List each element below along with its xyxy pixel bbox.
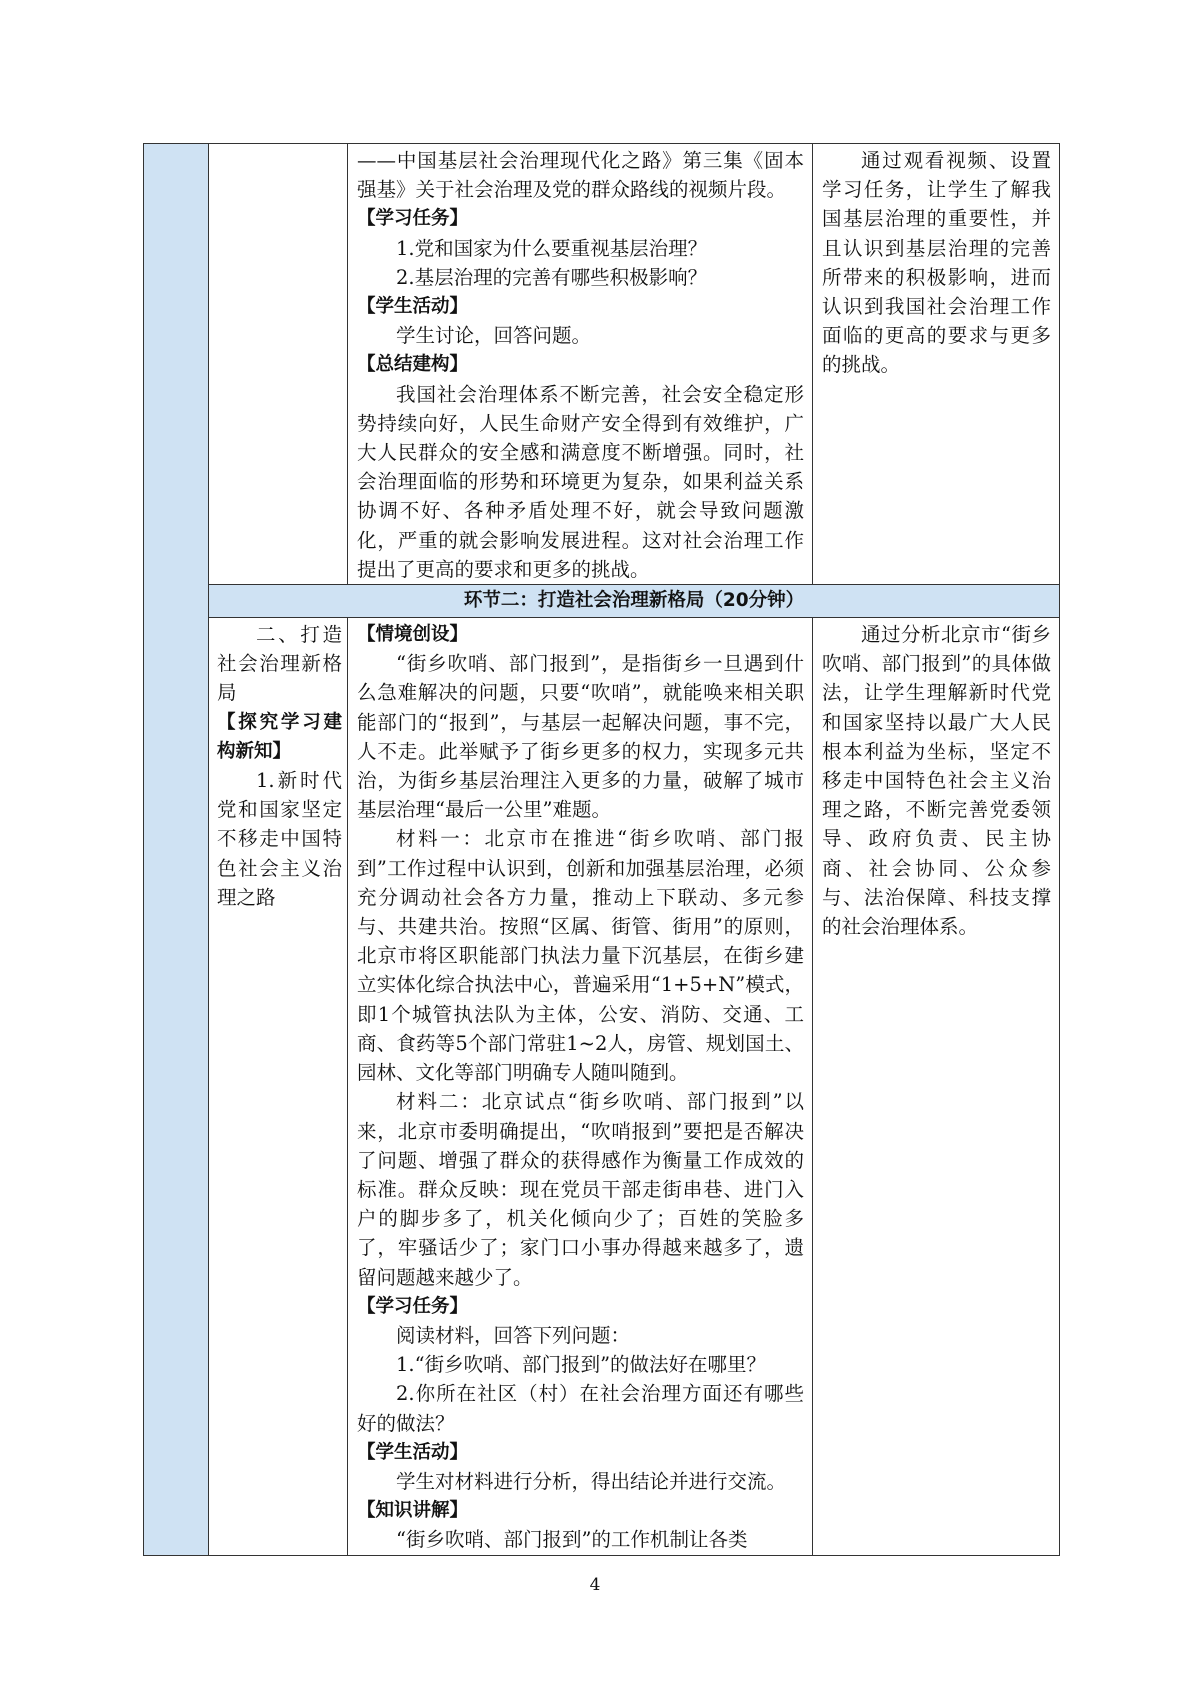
intent-text: 通过观看视频、设置学习任务，让学生了解我国基层治理的重要性，并且认识到基层治理的完善所带来的积极影响，进而认识到我国社会治理工作面临的更高的要求与更多的挑战。	[822, 149, 1051, 377]
paragraph: 2.基层治理的完善有哪些积极影响？	[396, 265, 708, 289]
intent-cell	[813, 144, 1060, 585]
section-title: 环节二：打造社会治理新格局（20分钟）	[209, 585, 1060, 618]
paragraph: 学生对材料进行分析，得出结论并进行交流。	[396, 1469, 787, 1493]
paragraph: “街乡吹哨、部门报到”，是指街乡一旦遇到什么急难解决的问题，只要“吹哨”，就能唤来相关职能部门的“报到”，与基层一起解决问题，事不完，人不走。此举赋予了街乡更多的权力，实现多元共治，为街乡基层治理注入更多的力量，破解了城市基层治理“最后一公里”难题。	[357, 652, 804, 822]
paragraph: 材料一：北京市在推进“街乡吹哨、部门报到”工作过程中认识到，创新和加强基层治理，必须充分调动社会各方力量，推动上下联动、多元参与、共建共治。按照“区属、街管、街用”的原则，北京市将区职能部门执法力量下沉基层，在街乡建立实体化综合执法中心，普遍采用“1+5+N”模式，即1个城管执法队为主体，公安、消防、交通、工商、食药等5个部门常驻1~2人，房管、规划国土、园林、文化等部门明确专人随叫随到。	[357, 827, 804, 1085]
topic-cell	[209, 618, 348, 1556]
paragraph: 2.你所在社区（村）在社会治理方面还有哪些好的做法？	[357, 1382, 804, 1435]
topic-heading: 【探究学习建构新知】	[217, 711, 342, 762]
paragraph: 1.党和国家为什么要重视基层治理？	[396, 236, 708, 260]
section-heading: 【学习任务】	[357, 1295, 469, 1317]
page-number: 4	[589, 1575, 601, 1595]
activity-content	[348, 618, 812, 1555]
intent-cell	[813, 618, 1060, 1556]
section-heading: 【情境创设】	[357, 624, 469, 646]
section-heading: 【学习任务】	[357, 208, 469, 230]
lesson-plan-table	[143, 143, 1060, 1556]
paragraph: 1.“街乡吹哨、部门报到”的做法好在哪里？	[396, 1353, 767, 1377]
table-row	[144, 144, 1060, 585]
paragraph: ——中国基层社会治理现代化之路》第三集《固本强基》关于社会治理及党的群众路线的视频片段。	[357, 149, 804, 202]
table-row	[144, 618, 1060, 1556]
topic-point: 1.新时代党和国家坚定不移走中国特色社会主义治理之路	[217, 769, 342, 909]
intent-text: 通过分析北京市“街乡吹哨、部门报到”的具体做法，让学生理解新时代党和国家坚持以最广大人民根本利益为坐标，坚定不移走中国特色社会主义治理之路，不断完善党委领导、政府负责、民主协商、社会协同、公众参与、法治保障、科技支撑的社会治理体系。	[822, 623, 1051, 939]
section-heading: 【学生活动】	[357, 296, 469, 318]
left-margin-cell	[144, 144, 209, 1556]
paragraph: 材料二：北京试点“街乡吹哨、部门报到”以来，北京市委明确提出，“吹哨报到”要把是否解决了问题、增强了群众的获得感作为衡量工作成效的标准。群众反映：现在党员干部走街串巷、进门入户的脚步多了，机关化倾向少了；百姓的笑脸多了，牢骚话少了；家门口小事办得越来越多了，遗留问题越来越少了。	[357, 1090, 804, 1289]
activity-content	[348, 144, 812, 584]
activity-cell	[348, 618, 813, 1556]
paragraph: “街乡吹哨、部门报到”的工作机制让各类	[396, 1528, 748, 1552]
paragraph: 阅读材料，回答下列问题：	[396, 1323, 631, 1347]
paragraph: 学生讨论，回答问题。	[396, 324, 592, 348]
topic-title: 二、打造社会治理新格局	[217, 623, 342, 705]
section-row	[144, 585, 1060, 618]
section-heading: 【总结建构】	[357, 354, 469, 376]
topic-cell	[209, 144, 348, 585]
activity-cell	[348, 144, 813, 585]
topic-content	[209, 618, 347, 912]
paragraph: 我国社会治理体系不断完善，社会安全稳定形势持续向好，人民生命财产安全得到有效维护，广大人民群众的安全感和满意度不断增强。同时，社会治理面临的形势和环境更为复杂，如果利益关系协调不好、各种矛盾处理不好，就会导致问题激化，严重的就会影响发展进程。这对社会治理工作提出了更高的要求和更多的挑战。	[357, 382, 804, 581]
section-heading: 【学生活动】	[357, 1441, 469, 1463]
section-heading: 【知识讲解】	[357, 1500, 469, 1522]
